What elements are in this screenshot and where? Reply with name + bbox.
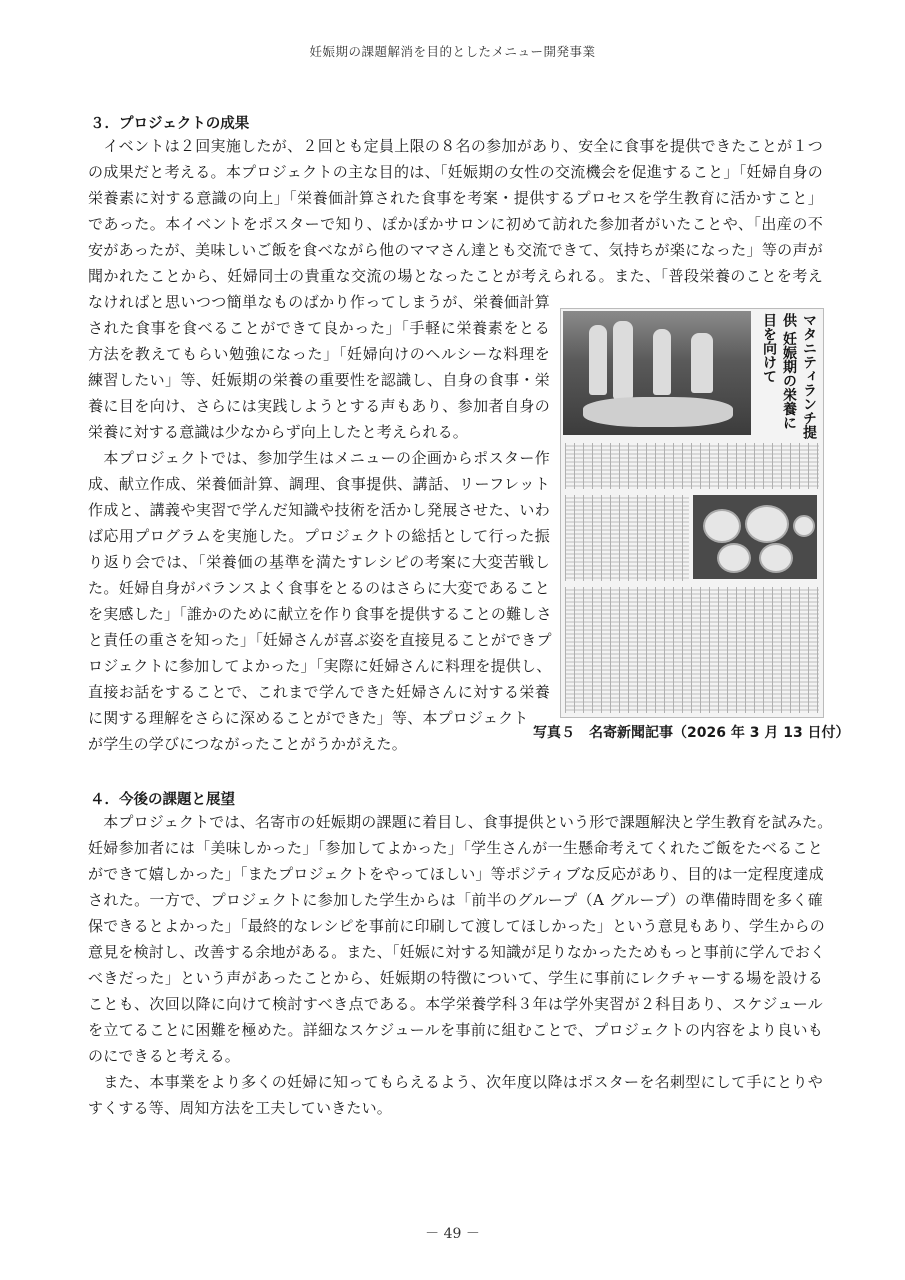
paragraph-line: 方法を教えてもらい勉強になった」「妊婦向けのヘルシーな料理を	[88, 345, 550, 363]
newspaper-clipping-image	[560, 308, 824, 718]
paragraph-line: が学生の学びにつながったことがうかがえた。	[88, 735, 407, 753]
paragraph-line: 聞かれたことから、妊婦同士の貴重な交流の場となったことが考えられる。また、「普段栄養のことを考え	[88, 267, 823, 285]
paragraph-line: 妊婦参加者には「美味しかった」「参加してよかった」「学生さんが一生懸命考えてくれたご飯をたべること	[88, 839, 823, 857]
paragraph-line: ば応用プログラムを実施した。プロジェクトの総括として行った振	[88, 527, 550, 545]
paragraph-line: 栄養素に対する意識の向上」「栄養価計算された食事を考案・提供するプロセスを学生教育に活かすこと」	[88, 189, 823, 207]
paragraph-line: ができて嬉しかった」「またプロジェクトをやってほしい」等ポジティブな反応があり、目的は一定程度達成	[88, 865, 824, 883]
paragraph-line: であった。本イベントをポスターで知り、ぽかぽかサロンに初めて訪れた参加者がいたことや、「出産の不	[88, 215, 823, 233]
page-number: － 49 －	[425, 1226, 480, 1242]
paragraph-line: 本プロジェクトでは、参加学生はメニューの企画からポスター作	[88, 449, 550, 467]
paragraph-line: 直接お話をすることで、これまで学んできた妊婦さんに対する栄養	[88, 683, 550, 701]
paragraph-line: を実感した」「誰かのために献立を作り食事を提供することの難しさ	[88, 605, 552, 623]
paragraph-line: を立てることに困難を極めた。詳細なスケジュールを事前に組むことで、プロジェクトの内容をより良いも	[88, 1021, 823, 1039]
paragraph-line: ロジェクトに参加してよかった」「実際に妊婦さんに料理を提供し、	[88, 657, 552, 675]
paragraph-line: べきだった」という声があったことから、妊娠期の特徴について、学生に事前にレクチャーする場を設ける	[88, 969, 823, 987]
section-4-title: ４．今後の課題と展望	[90, 792, 235, 808]
paragraph-line: イベントは２回実施したが、２回とも定員上限の８名の参加があり、安全に食事を提供できたことが１つ	[88, 137, 823, 155]
paragraph-line: すくする等、周知方法を工夫していきたい。	[88, 1099, 393, 1117]
paragraph-line: た。妊婦自身がバランスよく食事をとるのはさらに大変であること	[88, 579, 550, 597]
paragraph-line: 本プロジェクトでは、名寄市の妊娠期の課題に着目し、食事提供という形で課題解決と学生教育を試みた。	[88, 813, 833, 831]
paragraph-line: された。一方で、プロジェクトに参加した学生からは「前半のグループ（A グループ）の準備時間を多く確	[88, 891, 823, 909]
paragraph-line: と責任の重さを知った」「妊婦さんが喜ぶ姿を直接見ることができプ	[88, 631, 552, 649]
paragraph-line: 成、献立作成、栄養価計算、調理、食事提供、講話、リーフレット	[88, 475, 550, 493]
section-3-title: ３．プロジェクトの成果	[90, 116, 250, 132]
paragraph-line: 意見を検討し、改善する余地がある。また、「妊娠に対する知識が足りなかったためもっと事前に学んでおく	[88, 943, 826, 961]
paragraph-line: の成果だと考える。本プロジェクトの主な目的は、「妊娠期の女性の交流機会を促進すること」「妊婦自身の	[88, 163, 823, 181]
paragraph-line: なければと思いつつ簡単なものばかり作ってしまうが、栄養価計算	[88, 293, 550, 311]
paragraph-line: り返り会では、「栄養価の基準を満たすレシピの考案に大変苦戦し	[88, 553, 550, 571]
paragraph-line: 栄養に対する意識は少なからず向上したと考えられる。	[88, 423, 469, 441]
paragraph-line: 養に目を向け、さらには実践しようとする声もあり、参加者自身の	[88, 397, 550, 415]
paragraph-line: のにできると考える。	[88, 1047, 241, 1065]
paragraph-line: 安があったが、美味しいご飯を食べながら他のママさん達とも交流できて、気持ちが楽になった」等の声が	[88, 241, 823, 259]
running-header: 妊娠期の課題解消を目的としたメニュー開発事業	[309, 44, 596, 59]
paragraph-line: 練習したい」等、妊娠期の栄養の重要性を認識し、自身の食事・栄	[88, 371, 550, 389]
paragraph-line: 作成と、講義や実習で学んだ知識や技術を活かし発展させた、いわ	[88, 501, 550, 519]
event-photo	[563, 311, 751, 435]
paragraph-line: 保できるとよかった」「最終的なレシピを事前に印刷して渡してほしかった」という意見もあり、学生からの	[88, 917, 825, 935]
paragraph-line: また、本事業をより多くの妊婦に知ってもらえるよう、次年度以降はポスターを名刺型にして手にとりや	[88, 1073, 823, 1091]
lunch-photo	[693, 495, 817, 579]
figure-caption: 写真５ 名寄新聞記事（2026 年 3 月 13 日付）	[533, 725, 850, 741]
paragraph-line: に関する理解をさらに深めることができた」等、本プロジェクト	[88, 709, 529, 727]
paragraph-line: された食事を食べることができて良かった」「手軽に栄養素をとる	[88, 319, 550, 337]
paragraph-line: ことも、次回以降に向けて検討すべき点である。本学栄養学科３年は学外実習が２科目あり、スケジュール	[88, 995, 823, 1013]
clipping-headline: マタニティランチ提供 妊娠期の栄養に目を向けて	[761, 313, 817, 439]
